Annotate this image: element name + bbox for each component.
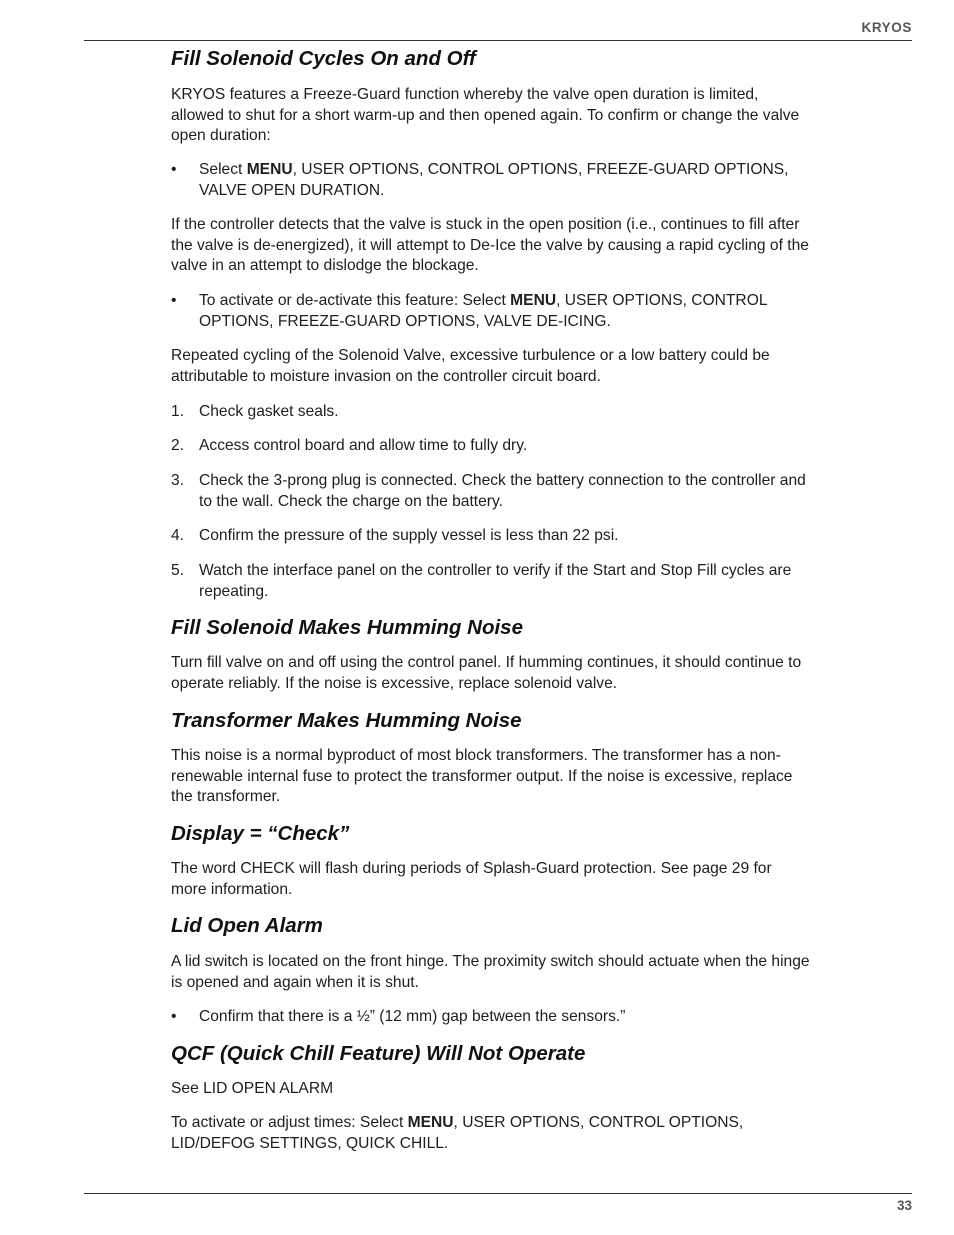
numbered-step xyxy=(171,436,811,457)
step-text: Confirm the pressure of the supply vessel is less than 22 psi. xyxy=(199,527,619,544)
section-title: Display = “Check” xyxy=(171,822,350,845)
paragraph-text-post: , USER OPTIONS, CONTROL OPTIONS, LID/DEFOG SETTINGS, QUICK CHILL. xyxy=(171,1114,744,1152)
paragraph xyxy=(171,1079,811,1100)
paragraph-text: A lid switch is located on the front hinge. The proximity switch should actuate when the hinge is opened and again when it is shut. xyxy=(171,953,810,991)
numbered-step xyxy=(171,526,811,547)
paragraph xyxy=(171,85,811,147)
paragraph-text: Turn fill valve on and off using the control panel. If humming continues, it should continue to operate reliably. If the noise is excessive, replace solenoid valve. xyxy=(171,654,802,692)
paragraph-text: KRYOS features a Freeze-Guard function whereby the valve open duration is limited, allowed to shut for a short warm-up and then opened again. To confirm or change the valve open duration: xyxy=(171,86,800,145)
step-number: 1. xyxy=(171,403,185,420)
bullet-marker: • xyxy=(171,1008,177,1025)
bullet-text-post: , USER OPTIONS, CONTROL OPTIONS, FREEZE-GUARD OPTIONS, VALVE DE-ICING. xyxy=(199,292,767,330)
paragraph-text: This noise is a normal byproduct of most block transformers. The transformer has a non-renewable internal fuse to protect the transformer output. If the noise is excessive, replace the transformer. xyxy=(171,747,793,806)
step-number: 3. xyxy=(171,472,185,489)
paragraph-text: Repeated cycling of the Solenoid Valve, excessive turbulence or a low battery could be attributable to moisture invasion on the controller circuit board. xyxy=(171,347,770,385)
bullet-text-post: , USER OPTIONS, CONTROL OPTIONS, FREEZE-GUARD OPTIONS, VALVE OPEN DURATION. xyxy=(199,161,789,199)
section-display-check xyxy=(171,821,811,847)
paragraph-text: The word CHECK will flash during periods of Splash-Guard protection. See page 29 for more information. xyxy=(171,860,772,898)
paragraph xyxy=(171,952,811,993)
section-title: QCF (Quick Chill Feature) Will Not Operate xyxy=(171,1042,586,1065)
bullet-marker: • xyxy=(171,292,177,309)
paragraph xyxy=(171,346,811,387)
step-text: Access control board and allow time to fully dry. xyxy=(199,437,528,454)
section-fill-solenoid-humming xyxy=(171,615,811,641)
section-title: Fill Solenoid Cycles On and Off xyxy=(171,47,476,70)
paragraph xyxy=(171,746,811,808)
bullet-item xyxy=(171,1007,811,1028)
menu-keyword: MENU xyxy=(510,292,557,309)
section-fill-solenoid-cycles xyxy=(171,46,811,72)
section-title: Fill Solenoid Makes Humming Noise xyxy=(171,616,523,639)
paragraph xyxy=(171,859,811,900)
bullet-item xyxy=(171,291,811,332)
paragraph-text-pre: To activate or adjust times: Select xyxy=(171,1114,408,1131)
bullet-marker: • xyxy=(171,161,177,178)
section-title: Transformer Makes Humming Noise xyxy=(171,709,522,732)
paragraph xyxy=(171,215,811,277)
bullet-text-pre: Select xyxy=(199,161,247,178)
paragraph-text: If the controller detects that the valve is stuck in the open position (i.e., continues to fill after the valve is de-energized), it will attempt to De-Ice the valve by causing a rapid cycling of the valve in an attempt to dislodge the blockage. xyxy=(171,216,809,275)
section-title: Lid Open Alarm xyxy=(171,914,323,937)
brand-header: KRYOS xyxy=(861,20,912,35)
bullet-text xyxy=(199,160,811,201)
step-number: 5. xyxy=(171,562,185,579)
numbered-step xyxy=(171,402,811,423)
step-number: 4. xyxy=(171,527,185,544)
paragraph xyxy=(171,1113,811,1154)
numbered-step xyxy=(171,561,811,602)
footer-rule xyxy=(84,1193,912,1194)
bullet-text xyxy=(199,291,811,332)
section-lid-open-alarm xyxy=(171,913,811,939)
paragraph-text xyxy=(171,1113,811,1154)
page-number: 33 xyxy=(896,1198,912,1213)
menu-keyword: MENU xyxy=(407,1114,454,1131)
bullet-text: Confirm that there is a ½” (12 mm) gap between the sensors.” xyxy=(199,1008,626,1025)
menu-keyword: MENU xyxy=(246,161,293,178)
bullet-text-pre: To activate or de-activate this feature: Select xyxy=(199,292,511,309)
numbered-step xyxy=(171,471,811,512)
step-text: Watch the interface panel on the controller to verify if the Start and Stop Fill cycles are repeating. xyxy=(199,562,792,600)
section-qcf xyxy=(171,1041,811,1067)
header-rule xyxy=(84,40,912,41)
step-text: Check the 3-prong plug is connected. Check the battery connection to the controller and to the wall. Check the charge on the battery. xyxy=(199,472,806,510)
bullet-item xyxy=(171,160,811,201)
section-transformer-humming xyxy=(171,708,811,734)
step-number: 2. xyxy=(171,437,185,454)
paragraph xyxy=(171,653,811,694)
step-text: Check gasket seals. xyxy=(199,403,339,420)
paragraph-text: See LID OPEN ALARM xyxy=(171,1080,334,1097)
